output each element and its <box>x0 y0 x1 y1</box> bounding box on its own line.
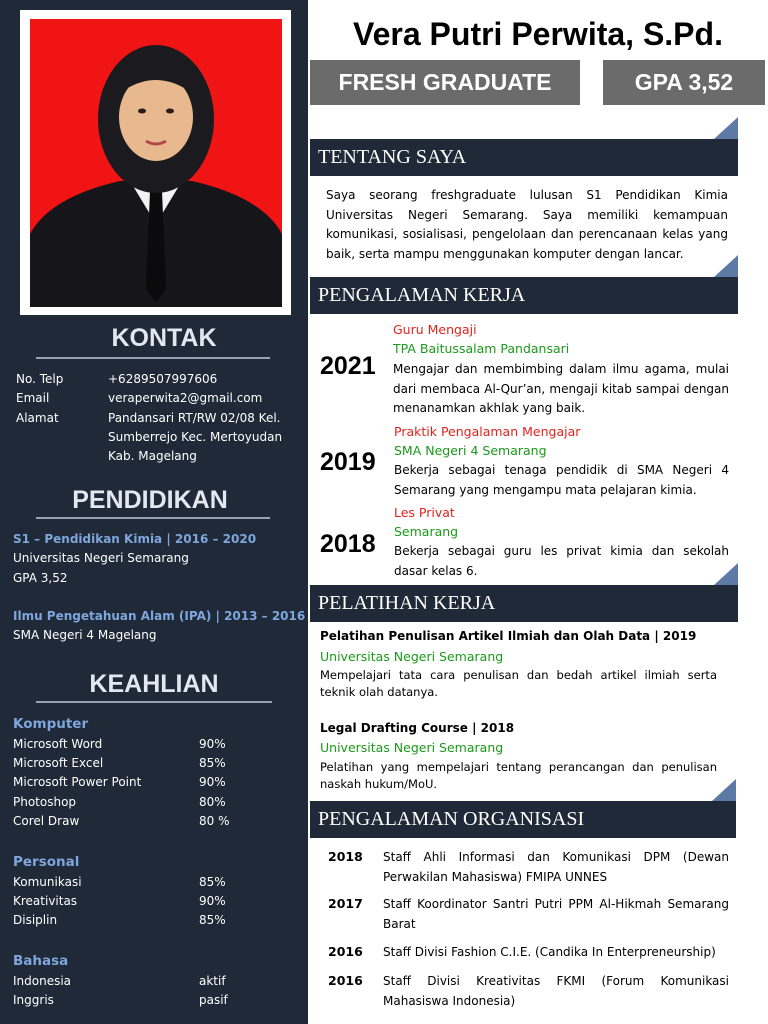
skill-name: Photoshop <box>13 795 77 809</box>
skill-level: pasif <box>199 993 228 1007</box>
organization-year: 2017 <box>328 896 363 911</box>
about-text: Saya seorang freshgraduate lulusan S1 Pendidikan Kimia Universitas Negeri Semarang. Saya memiliki kemampuan komunikasi, sosialisasi, pengelolaan dan perencanaan kelas yang baik, serta mampu menggunakan komputer dengan lancar. <box>326 188 728 261</box>
job-role: Les Privat <box>394 505 455 520</box>
section-corner-decoration <box>714 117 738 139</box>
skill-level: 80% <box>199 795 226 809</box>
training-organizer: Universitas Negeri Semarang <box>320 649 504 664</box>
organization-year: 2016 <box>328 973 363 988</box>
skill-row <box>13 873 263 892</box>
person-silhouette-icon <box>30 19 282 307</box>
job-role: Praktik Pengalaman Mengajar <box>394 424 581 439</box>
status-badge: FRESH GRADUATE <box>310 60 580 105</box>
phone-label: No. Telp <box>16 372 64 386</box>
education-school: Universitas Negeri Semarang <box>13 551 189 565</box>
skill-row <box>13 793 263 812</box>
address-label: Alamat <box>16 411 59 425</box>
organization-description: Staff Koordinator Santri Putri PPM Al-Hikmah Semarang Barat <box>383 897 729 931</box>
skill-name: Microsoft Excel <box>13 756 104 770</box>
job-description: Bekerja sebagai tenaga pendidik di SMA Negeri 4 Semarang yang mengampu mata pelajaran kimia. <box>394 463 729 497</box>
job-place: TPA Baitussalam Pandansari <box>393 341 570 356</box>
training-organizer: Universitas Negeri Semarang <box>320 740 504 755</box>
skills-category-personal: Personal <box>13 854 80 870</box>
address-line: Pandansari RT/RW 02/08 Kel. <box>108 411 281 425</box>
sidebar <box>0 0 308 1024</box>
organization-year: 2016 <box>328 944 363 959</box>
gpa-badge: GPA 3,52 <box>603 60 765 105</box>
skill-name: Microsoft Word <box>13 737 103 751</box>
skills-category-language: Bahasa <box>13 953 69 969</box>
skill-row <box>13 892 263 911</box>
contact-divider <box>36 357 270 359</box>
job-description: Mengajar dan membimbing dalam ilmu agama, mulai dari membaca Al-Qur’an, mengaji kitab sampai dengan menanamkan akhlak yang baik. <box>393 362 729 415</box>
skill-name: Komunikasi <box>13 875 82 889</box>
skill-level: 85% <box>199 913 226 927</box>
skill-level: aktif <box>199 974 226 988</box>
job-description: Bekerja sebagai guru les privat kimia dan sekolah dasar kelas 6. <box>394 544 729 578</box>
training-description: Pelatihan yang mempelajari tentang perancangan dan penulisan naskah hukum/MoU. <box>320 760 717 791</box>
skill-name: Inggris <box>13 993 54 1007</box>
job-year: 2019 <box>320 448 376 476</box>
skill-name: Corel Draw <box>13 814 80 828</box>
organization-description: Staff Divisi Kreativitas FKMI (Forum Komunikasi Mahasiswa Indonesia) <box>383 974 729 1008</box>
organization-description: Staff Ahli Informasi dan Komunikasi DPM (Dewan Perwakilan Mahasiswa) FMIPA UNNES <box>383 850 729 884</box>
section-corner-decoration <box>714 255 738 277</box>
education-gpa: GPA 3,52 <box>13 571 68 585</box>
profile-photo-frame <box>20 10 291 315</box>
job-role: Guru Mengaji <box>393 322 477 337</box>
skill-row <box>13 972 263 991</box>
organization-year: 2018 <box>328 849 363 864</box>
skill-level: 85% <box>199 875 226 889</box>
skill-name: Disiplin <box>13 913 58 927</box>
skill-level: 90% <box>199 775 226 789</box>
training-heading: PELATIHAN KERJA <box>310 585 738 622</box>
education-divider <box>36 517 270 519</box>
skills-category-computer: Komputer <box>13 716 89 732</box>
education-degree: S1 – Pendidikan Kimia | 2016 – 2020 <box>13 532 257 546</box>
person-name: Vera Putri Perwita, S.Pd. <box>353 16 723 52</box>
job-year: 2018 <box>320 530 376 558</box>
training-description: Mempelajari tata cara penulisan dan bedah artikel ilmiah serta teknik olah datanya. <box>320 668 717 699</box>
education-degree: Ilmu Pengetahuan Alam (IPA) | 2013 – 2016 <box>13 609 306 623</box>
profile-photo <box>30 19 282 307</box>
skill-row <box>13 773 263 792</box>
education-heading: PENDIDIKAN <box>72 486 228 514</box>
about-heading: TENTANG SAYA <box>310 139 738 176</box>
skill-level: 85% <box>199 756 226 770</box>
work-heading: PENGALAMAN KERJA <box>310 277 738 314</box>
skill-row <box>13 812 263 831</box>
training-title: Legal Drafting Course | 2018 <box>320 721 515 735</box>
job-place: SMA Negeri 4 Semarang <box>394 443 547 458</box>
skill-row <box>13 754 263 773</box>
training-title: Pelatihan Penulisan Artikel Ilmiah dan Olah Data | 2019 <box>320 629 697 643</box>
skill-name: Indonesia <box>13 974 72 988</box>
skill-row <box>13 911 263 930</box>
contact-heading: KONTAK <box>111 324 217 352</box>
skill-row <box>13 991 263 1010</box>
email-value: veraperwita2@gmail.com <box>108 391 263 405</box>
skill-name: Kreativitas <box>13 894 78 908</box>
organization-description: Staff Divisi Fashion C.I.E. (Candika In Enterpreneurship) <box>383 945 716 959</box>
email-label: Email <box>16 391 50 405</box>
skill-row <box>13 735 263 754</box>
education-school: SMA Negeri 4 Magelang <box>13 628 157 642</box>
address-line: Kab. Magelang <box>108 449 197 463</box>
job-year: 2021 <box>320 352 376 380</box>
skills-heading: KEAHLIAN <box>89 670 219 698</box>
job-place: Semarang <box>394 524 459 539</box>
phone-value: +6289507997606 <box>108 372 218 386</box>
skill-name: Microsoft Power Point <box>13 775 142 789</box>
skill-level: 90% <box>199 894 226 908</box>
skills-divider <box>36 701 272 703</box>
organization-heading: PENGALAMAN ORGANISASI <box>310 801 736 838</box>
skill-level: 80 % <box>199 814 230 828</box>
address-line: Sumberrejo Kec. Mertoyudan <box>108 430 283 444</box>
section-corner-decoration <box>712 779 736 801</box>
section-corner-decoration <box>714 563 738 585</box>
skill-level: 90% <box>199 737 226 751</box>
